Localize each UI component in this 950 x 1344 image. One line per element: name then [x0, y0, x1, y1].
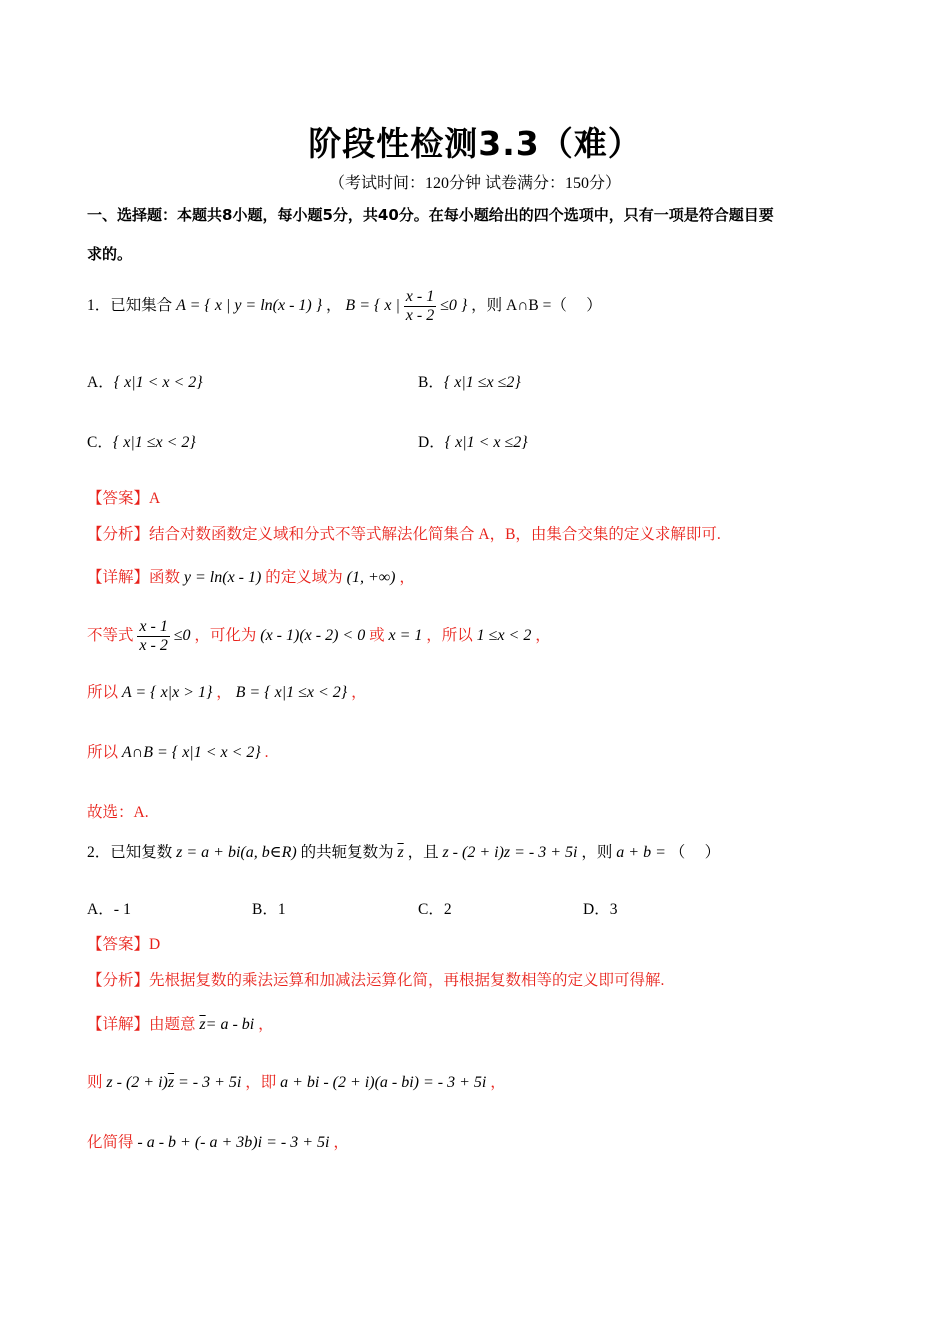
- q1-line2-le: ≤0: [173, 627, 191, 645]
- q2-line2-end: ，: [490, 1074, 506, 1091]
- q1-option-b: [418, 370, 521, 392]
- q2-answer-value: D: [149, 936, 161, 953]
- q2-line2-math2: a + bi - (2 + i)(a - bi) = - 3 + 5i: [280, 1074, 487, 1091]
- q1-detail1-domain: (1, +∞): [346, 569, 396, 586]
- q1-line4-math: A∩B = { x|1 < x < 2}: [121, 744, 261, 761]
- q2-option-b-value: 1: [277, 901, 286, 918]
- q1-line2-numerator: x - 1: [139, 618, 168, 635]
- q1-option-a: [87, 370, 203, 392]
- q2-line2-math-b: = - 3 + 5i: [177, 1074, 242, 1091]
- q1-comma: ，: [326, 297, 342, 315]
- q1-option-d-label: D．: [418, 434, 445, 451]
- q2-math1: z = a + bi(a, b∈R): [176, 844, 297, 861]
- q1-line2-text3: ，所以: [426, 627, 473, 645]
- q1-line2-math3: 1 ≤x < 2: [476, 627, 532, 645]
- q1-detail1-end: ，: [399, 569, 415, 586]
- q1-option-c-label: C．: [87, 434, 113, 451]
- exam-info: （考试时间：120分钟 试卷满分：150分）: [328, 175, 621, 192]
- q1-line3-set-a: A = { x|x > 1}: [121, 684, 213, 701]
- q1-line2-denominator: x - 2: [139, 637, 168, 654]
- q1-detail-line2: [87, 618, 551, 655]
- section-heading-line1: 一、选择题：本题共8小题，每小题5分，共40分。在每小题给出的四个选项中，只有一项是符合题目要: [87, 206, 774, 224]
- q1-line3-set-b: B = { x|1 ≤x < 2}: [235, 684, 348, 701]
- q2-option-b-label: B．: [252, 901, 278, 918]
- q1-option-d: [418, 430, 528, 452]
- q2-text2: ，且: [407, 844, 439, 861]
- page-title: 阶段性检测3.3（难）: [308, 124, 642, 163]
- q2-line2-math: z - (2 + i): [106, 1074, 168, 1091]
- q2-option-c: [418, 897, 452, 919]
- q2-detail-line2: [87, 1070, 506, 1092]
- q2-option-c-value: 2: [443, 901, 452, 918]
- q2-text1: 的共轭复数为: [300, 844, 394, 861]
- question-1: [87, 288, 602, 325]
- q2-option-a-label: A．: [87, 901, 114, 918]
- q1-option-d-value: { x|1 < x ≤2}: [444, 434, 528, 451]
- q2-math3: a + b =: [616, 844, 666, 861]
- q1-line2-text2: ，可化为: [194, 627, 257, 645]
- q2-line2-text: 则: [87, 1074, 103, 1091]
- q1-line2-text: 不等式: [87, 627, 134, 645]
- q2-detail1-text: 由题意: [149, 1016, 196, 1033]
- q1-analysis-text: 结合对数函数定义域和分式不等式解法化简集合 A，B，由集合交集的定义求解即可.: [149, 526, 721, 543]
- q1-line2-fraction: [137, 618, 169, 655]
- q2-line3-end: ，: [333, 1134, 349, 1151]
- q2-detail-line1: [87, 1012, 274, 1034]
- q1-detail1-math: y = ln(x - 1): [183, 569, 262, 586]
- q2-detail-line3: [87, 1130, 349, 1152]
- q2-answer-tag: 【答案】: [87, 936, 150, 953]
- q1-option-c-value: { x|1 ≤x < 2}: [112, 434, 196, 451]
- q1-detail-line4: [87, 740, 269, 762]
- q2-line2-text2: ，即: [245, 1074, 277, 1091]
- q1-set-b-numerator: x - 1: [405, 288, 435, 305]
- q1-prefix: 1．已知集合: [87, 297, 173, 315]
- q2-detail-tag: 【详解】: [87, 1016, 150, 1033]
- q2-math2: z - (2 + i)z = - 3 + 5i: [442, 844, 578, 861]
- q1-set-b-right: ≤0 }: [440, 297, 468, 315]
- q2-option-d-label: D．: [583, 901, 610, 918]
- q2-zbar: $\overline{z}$: [397, 844, 404, 861]
- q2-option-d: [583, 897, 617, 919]
- q2-analysis: [87, 968, 664, 990]
- q2-line3-math: - a - b + (- a + 3b)i = - 3 + 5i: [137, 1134, 330, 1151]
- q2-paren: （ ）: [669, 844, 721, 861]
- q1-detail-line1: [87, 565, 415, 587]
- q2-text3: ，则: [581, 844, 613, 861]
- q2-option-d-value: 3: [609, 901, 618, 918]
- q2-line2-zbar: $\overline{z}$: [167, 1074, 175, 1091]
- q2-detail1-end: ，: [258, 1016, 274, 1033]
- q1-answer-value: A: [149, 490, 161, 507]
- q2-analysis-text: 先根据复数的乘法运算和加减法运算化简，再根据复数相等的定义即可得解.: [149, 972, 665, 989]
- q1-detail1-text2: 的定义域为: [265, 569, 343, 586]
- question-2: [87, 840, 720, 862]
- q2-line3-text: 化简得: [87, 1134, 134, 1151]
- q1-set-b-denominator: x - 2: [405, 307, 435, 324]
- q1-answer: [87, 486, 160, 508]
- q1-line3-end: ，: [351, 684, 367, 701]
- section-heading-line2: 求的。: [87, 245, 133, 263]
- q2-option-c-label: C．: [418, 901, 444, 918]
- q1-line2-math: (x - 1)(x - 2) < 0: [260, 627, 366, 645]
- q1-line2-end: ，: [535, 627, 551, 645]
- q1-option-a-label: A．: [87, 374, 114, 391]
- q1-line3-text: 所以: [87, 684, 119, 701]
- q1-analysis: [87, 522, 721, 544]
- q1-option-c: [87, 430, 196, 452]
- q1-analysis-tag: 【分析】: [87, 526, 150, 543]
- q2-answer: [87, 932, 160, 954]
- q2-analysis-tag: 【分析】: [87, 972, 150, 989]
- q1-option-a-value: { x|1 < x < 2}: [113, 374, 203, 391]
- q2-option-a: [87, 897, 131, 919]
- q2-prefix: 2．已知复数: [87, 844, 173, 861]
- q1-option-b-value: { x|1 ≤x ≤2}: [443, 374, 521, 391]
- q1-suffix: ，则 A∩B =（ ）: [471, 297, 602, 315]
- q2-option-a-value: - 1: [113, 901, 132, 918]
- q1-set-b-fraction: [404, 288, 436, 325]
- q1-line2-or: 或: [369, 627, 385, 645]
- q1-line4-text: 所以: [87, 744, 119, 761]
- q1-line3-comma: ，: [216, 684, 232, 701]
- q1-choose: 故选：A.: [87, 804, 149, 821]
- q1-answer-tag: 【答案】: [87, 490, 150, 507]
- q1-detail1-text: 函数: [149, 569, 181, 586]
- q2-detail1-math: = a - bi: [205, 1016, 255, 1033]
- q1-line2-math2: x = 1: [388, 627, 423, 645]
- q2-option-b: [252, 897, 286, 919]
- q1-set-a: A = { x | y = ln(x - 1) }: [176, 297, 323, 315]
- q1-option-b-label: B．: [418, 374, 444, 391]
- q2-detail1-zbar: $\overline{z}$: [199, 1016, 206, 1033]
- q1-detail-line3: [87, 680, 367, 702]
- q1-line4-end: .: [264, 744, 269, 761]
- q1-set-b-left: B = { x |: [345, 297, 400, 315]
- q1-detail-tag: 【详解】: [87, 569, 150, 586]
